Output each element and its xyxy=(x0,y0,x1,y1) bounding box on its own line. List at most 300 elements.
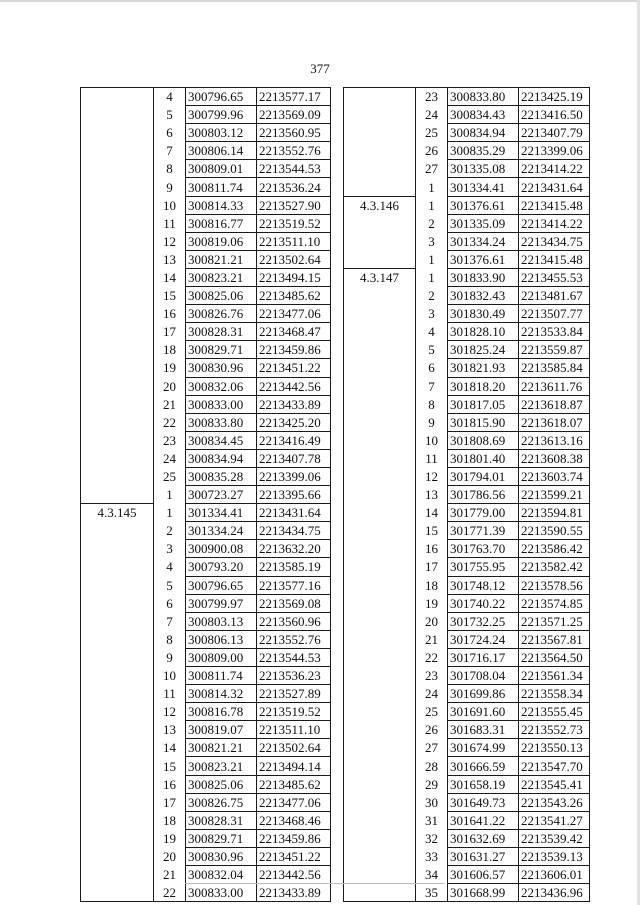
section-cell xyxy=(81,160,154,178)
point-number-cell: 3 xyxy=(416,305,448,323)
section-cell xyxy=(81,884,154,902)
section-cell xyxy=(81,305,154,323)
y-coordinate-cell: 2213533.84 xyxy=(519,323,590,341)
table-row xyxy=(344,359,590,377)
x-coordinate-cell: 300834.94 xyxy=(186,449,257,467)
y-coordinate-cell: 2213603.74 xyxy=(519,467,590,485)
x-coordinate-cell: 300806.13 xyxy=(186,630,257,648)
x-coordinate-cell: 301817.05 xyxy=(448,395,519,413)
x-coordinate-cell: 301666.59 xyxy=(448,757,519,775)
bottom-scan-line xyxy=(185,883,445,884)
point-number-cell: 34 xyxy=(416,866,448,884)
section-cell xyxy=(81,558,154,576)
y-coordinate-cell: 2213527.89 xyxy=(257,685,331,703)
y-coordinate-cell: 2213502.64 xyxy=(257,739,331,757)
point-number-cell: 23 xyxy=(416,88,448,106)
y-coordinate-cell: 2213407.79 xyxy=(519,124,590,142)
table-row xyxy=(81,648,331,666)
y-coordinate-cell: 2213502.64 xyxy=(257,250,331,268)
point-number-cell: 10 xyxy=(154,667,186,685)
x-coordinate-cell: 301779.00 xyxy=(448,504,519,522)
y-coordinate-cell: 2213585.19 xyxy=(257,558,331,576)
x-coordinate-cell: 300819.06 xyxy=(186,232,257,250)
section-cell xyxy=(81,576,154,594)
y-coordinate-cell: 2213536.23 xyxy=(257,667,331,685)
point-number-cell: 26 xyxy=(416,142,448,160)
point-number-cell: 1 xyxy=(416,178,448,196)
table-row xyxy=(344,196,590,214)
y-coordinate-cell: 2213618.07 xyxy=(519,413,590,431)
point-number-cell: 19 xyxy=(154,359,186,377)
table-row xyxy=(344,558,590,576)
table-row xyxy=(81,522,331,540)
x-coordinate-cell: 301808.69 xyxy=(448,431,519,449)
table-row xyxy=(344,721,590,739)
x-coordinate-cell: 300826.75 xyxy=(186,793,257,811)
table-row xyxy=(344,287,590,305)
section-cell xyxy=(81,287,154,305)
section-cell xyxy=(344,612,416,630)
x-coordinate-cell: 300821.21 xyxy=(186,739,257,757)
point-number-cell: 18 xyxy=(154,341,186,359)
y-coordinate-cell: 2213494.15 xyxy=(257,268,331,286)
section-cell xyxy=(81,721,154,739)
x-coordinate-cell: 300799.97 xyxy=(186,594,257,612)
section-cell xyxy=(81,667,154,685)
point-number-cell: 3 xyxy=(416,232,448,250)
y-coordinate-cell: 2213577.17 xyxy=(257,88,331,106)
point-number-cell: 20 xyxy=(154,377,186,395)
section-cell xyxy=(344,486,416,504)
section-cell xyxy=(81,612,154,630)
y-coordinate-cell: 2213442.56 xyxy=(257,377,331,395)
point-number-cell: 25 xyxy=(154,467,186,485)
table-row xyxy=(81,160,331,178)
x-coordinate-cell: 301335.08 xyxy=(448,160,519,178)
point-number-cell: 31 xyxy=(416,811,448,829)
section-cell xyxy=(81,214,154,232)
table-row xyxy=(81,612,331,630)
right-coordinates-table xyxy=(343,87,590,902)
point-number-cell: 17 xyxy=(154,323,186,341)
point-number-cell: 24 xyxy=(416,685,448,703)
point-number-cell: 15 xyxy=(154,757,186,775)
y-coordinate-cell: 2213416.50 xyxy=(519,106,590,124)
y-coordinate-cell: 2213519.52 xyxy=(257,214,331,232)
section-cell xyxy=(344,88,416,106)
table-row xyxy=(344,377,590,395)
x-coordinate-cell: 300832.06 xyxy=(186,377,257,395)
table-row xyxy=(81,576,331,594)
table-row xyxy=(344,449,590,467)
y-coordinate-cell: 2213590.55 xyxy=(519,522,590,540)
point-number-cell: 2 xyxy=(416,214,448,232)
y-coordinate-cell: 2213451.22 xyxy=(257,847,331,865)
point-number-cell: 23 xyxy=(154,431,186,449)
section-cell xyxy=(344,866,416,884)
y-coordinate-cell: 2213468.46 xyxy=(257,811,331,829)
point-number-cell: 16 xyxy=(416,540,448,558)
section-cell xyxy=(344,395,416,413)
table-row xyxy=(344,160,590,178)
table-row xyxy=(344,793,590,811)
scan-edge-top xyxy=(0,0,640,2)
x-coordinate-cell: 301335.09 xyxy=(448,214,519,232)
table-row xyxy=(344,594,590,612)
y-coordinate-cell: 2213594.81 xyxy=(519,504,590,522)
section-cell xyxy=(81,757,154,775)
table-row xyxy=(344,323,590,341)
x-coordinate-cell: 301683.31 xyxy=(448,721,519,739)
y-coordinate-cell: 2213459.86 xyxy=(257,829,331,847)
section-cell xyxy=(344,884,416,902)
x-coordinate-cell: 301334.24 xyxy=(186,522,257,540)
x-coordinate-cell: 300829.71 xyxy=(186,341,257,359)
table-row xyxy=(344,106,590,124)
section-cell xyxy=(81,341,154,359)
x-coordinate-cell: 300809.00 xyxy=(186,648,257,666)
x-coordinate-cell: 300825.06 xyxy=(186,287,257,305)
point-number-cell: 32 xyxy=(416,829,448,847)
point-number-cell: 21 xyxy=(154,866,186,884)
x-coordinate-cell: 301649.73 xyxy=(448,793,519,811)
x-coordinate-cell: 300723.27 xyxy=(186,486,257,504)
table-row xyxy=(81,467,331,485)
x-coordinate-cell: 301724.24 xyxy=(448,630,519,648)
table-row xyxy=(81,540,331,558)
y-coordinate-cell: 2213558.34 xyxy=(519,685,590,703)
point-number-cell: 15 xyxy=(416,522,448,540)
point-number-cell: 12 xyxy=(416,467,448,485)
x-coordinate-cell: 301821.93 xyxy=(448,359,519,377)
table-row xyxy=(344,341,590,359)
section-cell: 4.3.147 xyxy=(344,268,416,286)
table-row xyxy=(81,811,331,829)
section-cell xyxy=(81,866,154,884)
point-number-cell: 6 xyxy=(154,124,186,142)
section-cell xyxy=(81,268,154,286)
x-coordinate-cell: 300834.45 xyxy=(186,431,257,449)
y-coordinate-cell: 2213481.67 xyxy=(519,287,590,305)
point-number-cell: 35 xyxy=(416,884,448,902)
point-number-cell: 16 xyxy=(154,305,186,323)
y-coordinate-cell: 2213543.26 xyxy=(519,793,590,811)
section-cell xyxy=(81,142,154,160)
section-cell xyxy=(81,793,154,811)
x-coordinate-cell: 301815.90 xyxy=(448,413,519,431)
x-coordinate-cell: 300823.21 xyxy=(186,757,257,775)
y-coordinate-cell: 2213561.34 xyxy=(519,667,590,685)
y-coordinate-cell: 2213507.77 xyxy=(519,305,590,323)
y-coordinate-cell: 2213550.13 xyxy=(519,739,590,757)
section-cell xyxy=(344,377,416,395)
x-coordinate-cell: 301691.60 xyxy=(448,703,519,721)
y-coordinate-cell: 2213559.87 xyxy=(519,341,590,359)
x-coordinate-cell: 301828.10 xyxy=(448,323,519,341)
x-coordinate-cell: 300806.14 xyxy=(186,142,257,160)
y-coordinate-cell: 2213560.95 xyxy=(257,124,331,142)
x-coordinate-cell: 300821.21 xyxy=(186,250,257,268)
point-number-cell: 1 xyxy=(416,268,448,286)
x-coordinate-cell: 301376.61 xyxy=(448,196,519,214)
section-cell xyxy=(344,250,416,268)
x-coordinate-cell: 301763.70 xyxy=(448,540,519,558)
table-row xyxy=(344,811,590,829)
point-number-cell: 2 xyxy=(416,287,448,305)
x-coordinate-cell: 300799.96 xyxy=(186,106,257,124)
point-number-cell: 8 xyxy=(154,630,186,648)
table-row xyxy=(81,504,331,522)
section-cell xyxy=(81,648,154,666)
table-row xyxy=(81,232,331,250)
y-coordinate-cell: 2213577.16 xyxy=(257,576,331,594)
y-coordinate-cell: 2213527.90 xyxy=(257,196,331,214)
table-row xyxy=(344,178,590,196)
point-number-cell: 24 xyxy=(416,106,448,124)
section-cell xyxy=(344,721,416,739)
x-coordinate-cell: 301641.22 xyxy=(448,811,519,829)
x-coordinate-cell: 301833.90 xyxy=(448,268,519,286)
table-row xyxy=(81,594,331,612)
x-coordinate-cell: 300819.07 xyxy=(186,721,257,739)
x-coordinate-cell: 300825.06 xyxy=(186,775,257,793)
y-coordinate-cell: 2213399.06 xyxy=(519,142,590,160)
x-coordinate-cell: 300834.43 xyxy=(448,106,519,124)
section-cell xyxy=(344,341,416,359)
table-row xyxy=(344,775,590,793)
y-coordinate-cell: 2213477.06 xyxy=(257,793,331,811)
point-number-cell: 13 xyxy=(154,250,186,268)
table-row xyxy=(344,757,590,775)
table-row xyxy=(344,612,590,630)
y-coordinate-cell: 2213416.49 xyxy=(257,431,331,449)
section-cell xyxy=(344,847,416,865)
section-cell xyxy=(344,685,416,703)
table-row xyxy=(344,576,590,594)
section-cell xyxy=(344,739,416,757)
table-row xyxy=(81,847,331,865)
table-row xyxy=(344,214,590,232)
point-number-cell: 33 xyxy=(416,847,448,865)
y-coordinate-cell: 2213571.25 xyxy=(519,612,590,630)
y-coordinate-cell: 2213415.48 xyxy=(519,250,590,268)
x-coordinate-cell: 300811.74 xyxy=(186,667,257,685)
table-row xyxy=(81,431,331,449)
x-coordinate-cell: 301606.57 xyxy=(448,866,519,884)
table-row xyxy=(81,793,331,811)
table-row xyxy=(81,884,331,902)
table-row xyxy=(344,431,590,449)
point-number-cell: 28 xyxy=(416,757,448,775)
x-coordinate-cell: 300828.31 xyxy=(186,811,257,829)
table-row xyxy=(344,866,590,884)
point-number-cell: 2 xyxy=(154,522,186,540)
section-cell xyxy=(81,124,154,142)
x-coordinate-cell: 300803.12 xyxy=(186,124,257,142)
x-coordinate-cell: 300811.74 xyxy=(186,178,257,196)
y-coordinate-cell: 2213586.42 xyxy=(519,540,590,558)
y-coordinate-cell: 2213567.81 xyxy=(519,630,590,648)
x-coordinate-cell: 301801.40 xyxy=(448,449,519,467)
section-cell xyxy=(81,377,154,395)
point-number-cell: 12 xyxy=(154,232,186,250)
y-coordinate-cell: 2213431.64 xyxy=(257,504,331,522)
table-row xyxy=(81,703,331,721)
section-cell xyxy=(81,413,154,431)
section-cell xyxy=(344,305,416,323)
point-number-cell: 13 xyxy=(416,486,448,504)
y-coordinate-cell: 2213485.62 xyxy=(257,287,331,305)
table-row xyxy=(81,268,331,286)
x-coordinate-cell: 301732.25 xyxy=(448,612,519,630)
point-number-cell: 18 xyxy=(416,576,448,594)
point-number-cell: 16 xyxy=(154,775,186,793)
y-coordinate-cell: 2213541.27 xyxy=(519,811,590,829)
x-coordinate-cell: 301658.19 xyxy=(448,775,519,793)
table-row xyxy=(344,703,590,721)
point-number-cell: 1 xyxy=(154,486,186,504)
table-row xyxy=(81,178,331,196)
x-coordinate-cell: 300833.00 xyxy=(186,395,257,413)
section-cell xyxy=(344,287,416,305)
section-cell xyxy=(344,630,416,648)
section-cell xyxy=(344,576,416,594)
point-number-cell: 12 xyxy=(154,703,186,721)
point-number-cell: 6 xyxy=(154,594,186,612)
table-row xyxy=(344,522,590,540)
x-coordinate-cell: 301832.43 xyxy=(448,287,519,305)
table-row xyxy=(344,305,590,323)
x-coordinate-cell: 300803.13 xyxy=(186,612,257,630)
y-coordinate-cell: 2213582.42 xyxy=(519,558,590,576)
y-coordinate-cell: 2213539.42 xyxy=(519,829,590,847)
x-coordinate-cell: 300814.32 xyxy=(186,685,257,703)
y-coordinate-cell: 2213433.89 xyxy=(257,884,331,902)
y-coordinate-cell: 2213494.14 xyxy=(257,757,331,775)
table-row xyxy=(344,413,590,431)
x-coordinate-cell: 301825.24 xyxy=(448,341,519,359)
y-coordinate-cell: 2213451.22 xyxy=(257,359,331,377)
point-number-cell: 7 xyxy=(416,377,448,395)
point-number-cell: 8 xyxy=(154,160,186,178)
x-coordinate-cell: 301755.95 xyxy=(448,558,519,576)
table-row xyxy=(344,467,590,485)
table-row xyxy=(344,667,590,685)
point-number-cell: 1 xyxy=(154,504,186,522)
y-coordinate-cell: 2213425.19 xyxy=(519,88,590,106)
table-row xyxy=(344,739,590,757)
x-coordinate-cell: 301674.99 xyxy=(448,739,519,757)
section-cell xyxy=(344,757,416,775)
section-cell xyxy=(81,522,154,540)
x-coordinate-cell: 300796.65 xyxy=(186,88,257,106)
x-coordinate-cell: 300833.00 xyxy=(186,884,257,902)
y-coordinate-cell: 2213585.84 xyxy=(519,359,590,377)
x-coordinate-cell: 300823.21 xyxy=(186,268,257,286)
point-number-cell: 6 xyxy=(416,359,448,377)
point-number-cell: 27 xyxy=(416,160,448,178)
table-row xyxy=(344,268,590,286)
x-coordinate-cell: 300900.08 xyxy=(186,540,257,558)
point-number-cell: 8 xyxy=(416,395,448,413)
table-row xyxy=(81,775,331,793)
y-coordinate-cell: 2213555.45 xyxy=(519,703,590,721)
section-cell xyxy=(81,449,154,467)
y-coordinate-cell: 2213511.10 xyxy=(257,721,331,739)
table-row xyxy=(344,395,590,413)
y-coordinate-cell: 2213415.48 xyxy=(519,196,590,214)
table-row xyxy=(344,486,590,504)
point-number-cell: 14 xyxy=(416,504,448,522)
x-coordinate-cell: 301818.20 xyxy=(448,377,519,395)
y-coordinate-cell: 2213599.21 xyxy=(519,486,590,504)
section-cell xyxy=(81,829,154,847)
x-coordinate-cell: 300835.28 xyxy=(186,467,257,485)
table-row xyxy=(81,757,331,775)
point-number-cell: 27 xyxy=(416,739,448,757)
point-number-cell: 11 xyxy=(154,685,186,703)
x-coordinate-cell: 301740.22 xyxy=(448,594,519,612)
section-cell xyxy=(344,467,416,485)
point-number-cell: 30 xyxy=(416,793,448,811)
y-coordinate-cell: 2213442.56 xyxy=(257,866,331,884)
section-cell xyxy=(81,685,154,703)
y-coordinate-cell: 2213564.50 xyxy=(519,648,590,666)
section-cell xyxy=(81,486,154,504)
table-row xyxy=(344,504,590,522)
x-coordinate-cell: 300832.04 xyxy=(186,866,257,884)
table-row xyxy=(81,685,331,703)
section-cell xyxy=(344,232,416,250)
section-cell xyxy=(344,142,416,160)
y-coordinate-cell: 2213459.86 xyxy=(257,341,331,359)
y-coordinate-cell: 2213552.76 xyxy=(257,142,331,160)
y-coordinate-cell: 2213434.75 xyxy=(257,522,331,540)
point-number-cell: 19 xyxy=(416,594,448,612)
table-row xyxy=(81,196,331,214)
section-cell xyxy=(81,250,154,268)
y-coordinate-cell: 2213569.08 xyxy=(257,594,331,612)
table-row xyxy=(81,829,331,847)
section-cell xyxy=(344,594,416,612)
section-cell xyxy=(81,847,154,865)
x-coordinate-cell: 300833.80 xyxy=(448,88,519,106)
x-coordinate-cell: 300816.78 xyxy=(186,703,257,721)
table-row xyxy=(81,630,331,648)
table-row xyxy=(81,287,331,305)
section-cell xyxy=(81,630,154,648)
x-coordinate-cell: 300835.29 xyxy=(448,142,519,160)
section-cell xyxy=(81,739,154,757)
x-coordinate-cell: 301334.41 xyxy=(186,504,257,522)
x-coordinate-cell: 301830.49 xyxy=(448,305,519,323)
section-cell xyxy=(81,431,154,449)
table-row xyxy=(81,142,331,160)
table-row xyxy=(344,232,590,250)
x-coordinate-cell: 301631.27 xyxy=(448,847,519,865)
y-coordinate-cell: 2213560.96 xyxy=(257,612,331,630)
point-number-cell: 24 xyxy=(154,449,186,467)
left-coordinates-table xyxy=(80,87,331,902)
y-coordinate-cell: 2213578.56 xyxy=(519,576,590,594)
x-coordinate-cell: 300830.96 xyxy=(186,847,257,865)
table-row xyxy=(81,866,331,884)
point-number-cell: 17 xyxy=(416,558,448,576)
table-row xyxy=(344,847,590,865)
point-number-cell: 11 xyxy=(416,449,448,467)
point-number-cell: 25 xyxy=(416,703,448,721)
x-coordinate-cell: 300816.77 xyxy=(186,214,257,232)
